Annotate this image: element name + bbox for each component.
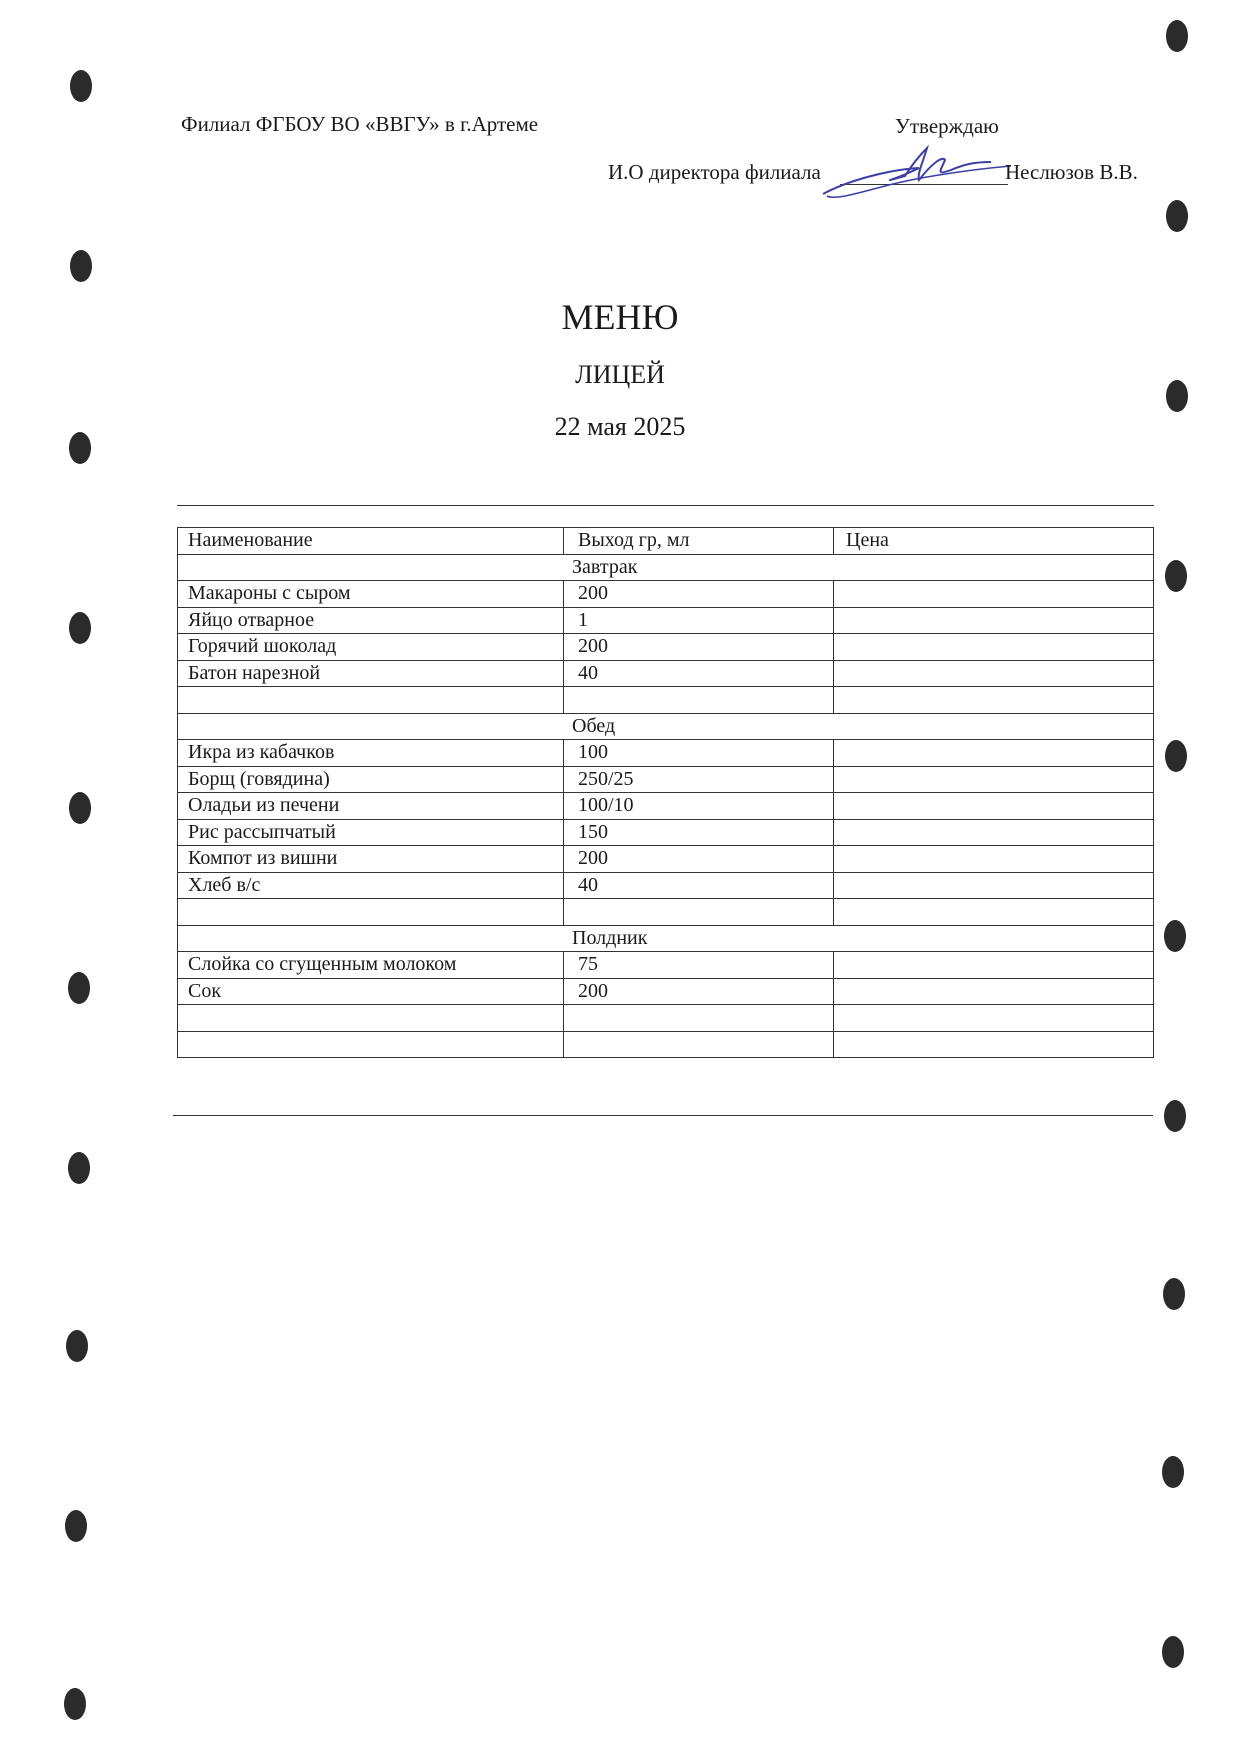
- punch-hole: [69, 792, 91, 824]
- punch-hole: [64, 1688, 86, 1720]
- punch-hole: [1164, 1100, 1186, 1132]
- dish-yield: 200: [564, 978, 834, 1005]
- dish-price: [834, 581, 1154, 608]
- dish-price: [834, 1031, 1154, 1058]
- table-row: [178, 952, 1154, 979]
- punch-hole: [1163, 1278, 1185, 1310]
- section-row: [178, 713, 1154, 740]
- dish-name: Борщ (говядина): [178, 766, 564, 793]
- table-row: [178, 899, 1154, 926]
- section-title: Обед: [178, 713, 1154, 740]
- dish-name: [178, 899, 564, 926]
- punch-hole: [70, 70, 92, 102]
- punch-hole: [1165, 740, 1187, 772]
- table-header-row: [178, 528, 1154, 555]
- column-header-name: Наименование: [178, 528, 564, 555]
- menu-date: 22 мая 2025: [554, 412, 686, 441]
- top-divider: [177, 505, 1154, 506]
- dish-yield: 40: [564, 660, 834, 687]
- table-row: [178, 846, 1154, 873]
- bottom-divider: [173, 1115, 1153, 1116]
- dish-name: [178, 1031, 564, 1058]
- dish-name: Яйцо отварное: [178, 607, 564, 634]
- dish-name: Батон нарезной: [178, 660, 564, 687]
- dish-price: [834, 687, 1154, 714]
- punch-hole: [1166, 20, 1188, 52]
- punch-hole: [65, 1510, 87, 1542]
- punch-hole: [69, 612, 91, 644]
- table-row: [178, 1031, 1154, 1058]
- dish-name: Компот из вишни: [178, 846, 564, 873]
- dish-price: [834, 793, 1154, 820]
- dish-yield: 100/10: [564, 793, 834, 820]
- table-row: [178, 607, 1154, 634]
- dish-price: [834, 740, 1154, 767]
- dish-yield: [564, 899, 834, 926]
- dish-yield: 200: [564, 634, 834, 661]
- punch-hole: [70, 250, 92, 282]
- dish-yield: 250/25: [564, 766, 834, 793]
- dish-price: [834, 846, 1154, 873]
- section-title: Полдник: [178, 925, 1154, 952]
- dish-name: Сок: [178, 978, 564, 1005]
- dish-yield: 40: [564, 872, 834, 899]
- dish-price: [834, 660, 1154, 687]
- dish-name: Слойка со сгущенным молоком: [178, 952, 564, 979]
- dish-name: Рис рассыпчатый: [178, 819, 564, 846]
- dish-price: [834, 978, 1154, 1005]
- director-role: И.О директора филиала: [608, 160, 821, 184]
- menu-table: [177, 527, 1154, 1058]
- director-name: Неслюзов В.В.: [1005, 160, 1138, 184]
- punch-hole: [1162, 1636, 1184, 1668]
- organization-name: Филиал ФГБОУ ВО «ВВГУ» в г.Артеме: [181, 112, 539, 136]
- table-row: [178, 634, 1154, 661]
- table-row: [178, 1005, 1154, 1032]
- punch-hole: [1164, 920, 1186, 952]
- table-row: [178, 766, 1154, 793]
- punch-hole: [68, 1152, 90, 1184]
- dish-name: Горячий шоколад: [178, 634, 564, 661]
- dish-name: [178, 1005, 564, 1032]
- dish-yield: 100: [564, 740, 834, 767]
- dish-price: [834, 634, 1154, 661]
- punch-hole: [1165, 560, 1187, 592]
- dish-yield: 200: [564, 846, 834, 873]
- dish-yield: 1: [564, 607, 834, 634]
- table-row: [178, 793, 1154, 820]
- dish-name: [178, 687, 564, 714]
- dish-yield: 150: [564, 819, 834, 846]
- table-row: [178, 740, 1154, 767]
- section-row: [178, 554, 1154, 581]
- punch-hole: [1162, 1456, 1184, 1488]
- dish-price: [834, 1005, 1154, 1032]
- table-row: [178, 872, 1154, 899]
- table-row: [178, 819, 1154, 846]
- dish-price: [834, 872, 1154, 899]
- dish-name: Макароны с сыром: [178, 581, 564, 608]
- approval-label: Утверждаю: [895, 114, 999, 138]
- dish-yield: [564, 1031, 834, 1058]
- dish-yield: [564, 1005, 834, 1032]
- dish-price: [834, 899, 1154, 926]
- column-header-yield: Выход гр, мл: [564, 528, 834, 555]
- punch-hole: [68, 972, 90, 1004]
- punch-hole: [66, 1330, 88, 1362]
- dish-price: [834, 766, 1154, 793]
- dish-price: [834, 819, 1154, 846]
- dish-price: [834, 607, 1154, 634]
- dish-name: Хлеб в/с: [178, 872, 564, 899]
- dish-name: Оладьи из печени: [178, 793, 564, 820]
- section-title: Завтрак: [178, 554, 1154, 581]
- page-title: МЕНЮ: [561, 297, 679, 337]
- punch-hole: [1166, 200, 1188, 232]
- table-row: [178, 978, 1154, 1005]
- table-row: [178, 660, 1154, 687]
- signature-image: [815, 140, 1015, 202]
- column-header-price: Цена: [834, 528, 1154, 555]
- dish-yield: 200: [564, 581, 834, 608]
- dish-yield: 75: [564, 952, 834, 979]
- table-row: [178, 581, 1154, 608]
- dish-name: Икра из кабачков: [178, 740, 564, 767]
- page-subtitle: ЛИЦЕЙ: [575, 360, 665, 389]
- dish-yield: [564, 687, 834, 714]
- table-row: [178, 687, 1154, 714]
- dish-price: [834, 952, 1154, 979]
- section-row: [178, 925, 1154, 952]
